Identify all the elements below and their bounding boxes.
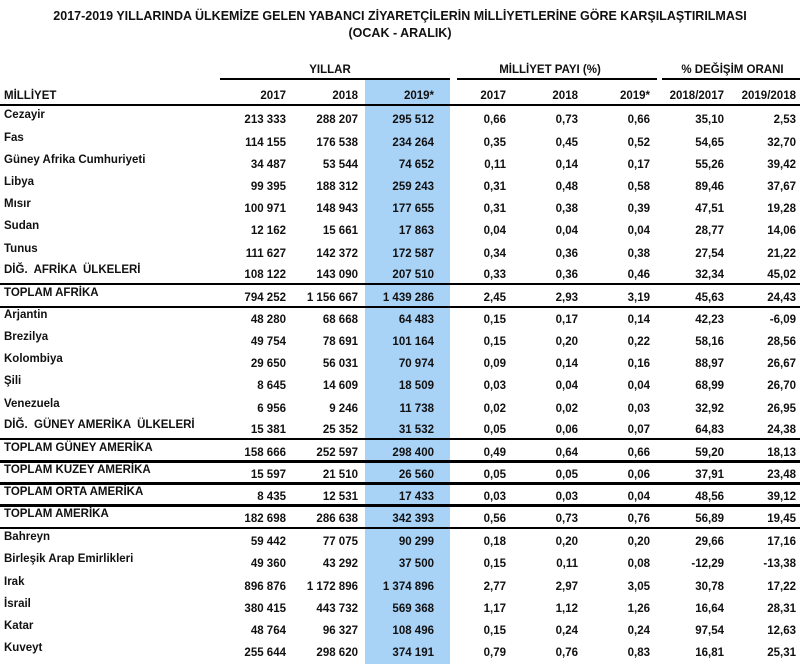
table-cell: 17,22 <box>767 581 796 593</box>
table-cell: 26,67 <box>767 358 796 370</box>
table-cell: 380 415 <box>244 603 286 615</box>
table-cell: 0,04 <box>555 380 578 392</box>
table-cell: 0,14 <box>555 358 578 370</box>
table-cell: 0,05 <box>483 424 506 436</box>
table-cell: 0,33 <box>483 269 506 281</box>
table-cell: 24,43 <box>767 292 796 304</box>
table-cell: 17 863 <box>398 225 434 237</box>
table-cell: 0,05 <box>483 469 506 481</box>
table-cell: 29 650 <box>250 358 286 370</box>
table-cell: 28,56 <box>767 336 796 348</box>
table-cell: 0,15 <box>483 558 506 570</box>
table-cell: 188 312 <box>316 181 358 193</box>
header-underline-change <box>662 78 800 80</box>
table-cell: 255 644 <box>244 647 286 659</box>
header-col-label: MİLLİYET <box>4 90 57 102</box>
table-cell: 0,66 <box>627 114 650 126</box>
table-cell: 3,19 <box>627 292 650 304</box>
table-cell: 172 587 <box>392 248 434 260</box>
table-cell: 0,07 <box>627 424 650 436</box>
table-cell: 28,77 <box>695 225 724 237</box>
row-label: Birleşik Arap Emirlikleri <box>4 553 134 565</box>
table-cell: 27,54 <box>695 248 724 260</box>
table-cell: 45,02 <box>767 269 796 281</box>
table-cell: 0,35 <box>483 137 506 149</box>
table-cell: 0,04 <box>483 225 506 237</box>
table-cell: 1,17 <box>483 603 506 615</box>
row-label: Fas <box>4 132 24 144</box>
table-cell: 0,06 <box>627 469 650 481</box>
table-cell: 0,03 <box>483 380 506 392</box>
row-label: TOPLAM GÜNEY AMERİKA <box>4 442 153 454</box>
table-cell: 100 971 <box>244 203 286 215</box>
table-cell: 0,17 <box>627 159 650 171</box>
table-cell: 56 031 <box>322 358 358 370</box>
table-cell: 45,63 <box>695 292 724 304</box>
table-cell: 569 368 <box>392 603 434 615</box>
table-cell: 0,58 <box>627 181 650 193</box>
table-cell: 56,89 <box>695 513 724 525</box>
table-cell: 35,10 <box>695 114 724 126</box>
table-cell: 1,12 <box>555 603 578 615</box>
table-cell: 25 352 <box>322 424 358 436</box>
header-group-change: % DEĞİŞİM ORANI <box>681 64 784 76</box>
row-label: Kolombiya <box>4 353 63 365</box>
table-cell: 19,45 <box>767 513 796 525</box>
table-cell: -6,09 <box>769 314 796 326</box>
table-cell: 28,31 <box>767 603 796 615</box>
table-cell: 0,73 <box>555 513 578 525</box>
table-cell: 0,18 <box>483 536 506 548</box>
table-cell: 14,06 <box>767 225 796 237</box>
total-rule-top <box>0 504 800 506</box>
table-cell: 2,77 <box>483 581 506 593</box>
table-cell: 0,49 <box>483 447 506 459</box>
table-cell: 0,64 <box>555 447 578 459</box>
table-cell: 49 754 <box>250 336 286 348</box>
table-cell: 0,34 <box>483 248 506 260</box>
row-label: Cezayir <box>4 109 45 121</box>
table-cell: 97,54 <box>695 625 724 637</box>
row-label: Brezilya <box>4 331 49 343</box>
table-cell: 374 191 <box>392 647 434 659</box>
table-cell: 32,34 <box>695 269 724 281</box>
table-cell: 234 264 <box>392 137 434 149</box>
table-cell: 78 691 <box>322 336 358 348</box>
column-header: 2018 <box>332 90 358 102</box>
row-label: Şili <box>4 375 22 387</box>
table-cell: 111 627 <box>245 248 286 260</box>
table-cell: 88,97 <box>695 358 724 370</box>
row-label: DİĞ. AFRİKA ÜLKELERİ <box>4 264 141 276</box>
table-cell: 14 609 <box>322 380 358 392</box>
column-header: 2018 <box>552 90 578 102</box>
row-label: Venezuela <box>4 398 60 410</box>
table-cell: 0,04 <box>627 225 650 237</box>
table-cell: 0,15 <box>483 336 506 348</box>
table-cell: 0,11 <box>484 159 506 171</box>
table-cell: 59,20 <box>695 447 724 459</box>
table-cell: 288 207 <box>316 114 358 126</box>
table-cell: 0,05 <box>555 469 578 481</box>
table-cell: 19,28 <box>767 203 796 215</box>
table-subtitle: (OCAK - ARALIK) <box>348 26 452 40</box>
table-cell: 0,16 <box>627 358 650 370</box>
table-cell: 0,22 <box>627 336 650 348</box>
table-cell: 0,79 <box>483 647 506 659</box>
table-cell: 15 597 <box>250 469 286 481</box>
table-cell: 0,66 <box>627 447 650 459</box>
table-cell: 68 668 <box>322 314 358 326</box>
table-cell: 0,76 <box>627 513 650 525</box>
table-cell: 58,16 <box>695 336 724 348</box>
table-cell: 794 252 <box>244 292 286 304</box>
table-cell: 158 666 <box>244 447 286 459</box>
row-label: TOPLAM AMERİKA <box>4 508 109 520</box>
row-label: Sudan <box>4 220 40 232</box>
table-cell: 21,22 <box>767 248 796 260</box>
table-cell: 143 090 <box>316 269 358 281</box>
table-cell: 0,20 <box>555 336 578 348</box>
table-cell: 59 442 <box>250 536 286 548</box>
table-cell: 207 510 <box>392 269 434 281</box>
row-label: Tunus <box>4 243 38 255</box>
table-cell: 0,04 <box>627 491 650 503</box>
table-cell: 0,06 <box>555 424 578 436</box>
table-cell: 0,66 <box>483 114 506 126</box>
table-cell: 0,14 <box>627 314 650 326</box>
table-cell: -12,29 <box>691 558 724 570</box>
column-header: 2018/2017 <box>669 90 724 102</box>
table-cell: 99 395 <box>250 181 286 193</box>
header-underline-years <box>220 78 450 80</box>
table-cell: 0,56 <box>483 513 506 525</box>
table-cell: 1,26 <box>627 603 650 615</box>
table-cell: 0,17 <box>555 314 578 326</box>
row-label: Libya <box>4 176 35 188</box>
table-cell: 0,39 <box>627 203 650 215</box>
table-cell: 298 400 <box>392 447 434 459</box>
row-label: DİĞ. GÜNEY AMERİKA ÜLKELERİ <box>4 419 195 431</box>
header-underline-share <box>457 78 657 80</box>
table-cell: 30,78 <box>695 581 724 593</box>
column-header: 2019* <box>619 90 650 102</box>
table-cell: 148 943 <box>316 203 358 215</box>
table-cell: 101 164 <box>392 336 434 348</box>
table-cell: 15 661 <box>322 225 358 237</box>
table-cell: 15 381 <box>250 424 286 436</box>
table-cell: 54,65 <box>695 137 724 149</box>
column-header: 2017 <box>480 90 506 102</box>
table-cell: 108 122 <box>244 269 286 281</box>
header-group-years: YILLAR <box>309 64 351 76</box>
header-bottom-rule <box>0 104 800 106</box>
column-header: 2017 <box>260 90 286 102</box>
table-cell: 55,26 <box>695 159 724 171</box>
table-cell: 32,92 <box>695 403 724 415</box>
table-cell: 23,48 <box>767 469 796 481</box>
table-title: 2017-2019 YILLARINDA ÜLKEMİZE GELEN YABANCI ZİYARETÇİLERİN MİLLİYETLERİNE GÖRE KARŞILAŞTIRILMASI <box>53 9 747 23</box>
table-cell: 0,03 <box>483 491 506 503</box>
table-cell: 259 243 <box>392 181 434 193</box>
table-cell: 0,31 <box>483 181 506 193</box>
table-cell: 0,09 <box>483 358 506 370</box>
table-cell: 0,02 <box>555 403 578 415</box>
table-cell: 39,42 <box>767 159 796 171</box>
table-cell: 77 075 <box>322 536 358 548</box>
row-label: Mısır <box>4 198 31 210</box>
table-cell: 8 435 <box>257 491 286 503</box>
table-cell: 74 652 <box>398 159 434 171</box>
column-header: 2019/2018 <box>741 90 796 102</box>
table-cell: 295 512 <box>392 114 434 126</box>
table-cell: 0,15 <box>483 625 506 637</box>
row-label: İsrail <box>4 598 31 610</box>
table-cell: 286 638 <box>316 513 358 525</box>
table-cell: 0,24 <box>555 625 578 637</box>
table-cell: 3,05 <box>627 581 650 593</box>
table-cell: 12 162 <box>250 225 286 237</box>
row-label: Irak <box>4 576 25 588</box>
table-cell: 0,38 <box>555 203 578 215</box>
table-cell: 2,93 <box>555 292 578 304</box>
total-rule-bottom <box>0 527 800 529</box>
table-cell: 42,23 <box>695 314 724 326</box>
row-label: Kuveyt <box>4 642 43 654</box>
row-label: TOPLAM KUZEY AMERİKA <box>4 464 151 476</box>
table-cell: 252 597 <box>316 447 358 459</box>
row-label: TOPLAM AFRİKA <box>4 287 99 299</box>
table-cell: 0,52 <box>627 137 650 149</box>
table-cell: 37,91 <box>695 469 724 481</box>
table-cell: 48,56 <box>695 491 724 503</box>
table-cell: 0,15 <box>483 314 506 326</box>
table-cell: 21 510 <box>322 469 358 481</box>
table-cell: 90 299 <box>398 536 434 548</box>
table-cell: 298 620 <box>316 647 358 659</box>
table-cell: 114 155 <box>245 137 286 149</box>
table-cell: 0,03 <box>627 403 650 415</box>
table-cell: 17 433 <box>398 491 434 503</box>
table-cell: 0,20 <box>555 536 578 548</box>
total-rule-top <box>0 460 800 462</box>
table-cell: 89,46 <box>695 181 724 193</box>
table-cell: 0,11 <box>556 558 578 570</box>
table-cell: 48 764 <box>250 625 286 637</box>
total-rule-top <box>0 438 800 440</box>
table-cell: 31 532 <box>398 424 434 436</box>
table-cell: 17,16 <box>767 536 796 548</box>
table-cell: 2,97 <box>555 581 578 593</box>
table-cell: 0,36 <box>555 269 578 281</box>
table-cell: 53 544 <box>322 159 358 171</box>
table-cell: 177 655 <box>392 203 434 215</box>
table-cell: 0,76 <box>555 647 578 659</box>
table-cell: 26,95 <box>767 403 796 415</box>
table-cell: 49 360 <box>250 558 286 570</box>
total-rule-top <box>0 283 800 285</box>
row-label: Bahreyn <box>4 531 51 543</box>
table-cell: 213 333 <box>244 114 286 126</box>
table-cell: 64,83 <box>695 424 724 436</box>
table-cell: 37 500 <box>398 558 434 570</box>
table-cell: 182 698 <box>244 513 286 525</box>
table-cell: 68,99 <box>695 380 724 392</box>
table-cell: 34 487 <box>250 159 286 171</box>
table-cell: 0,04 <box>627 380 650 392</box>
table-cell: 12 531 <box>322 491 358 503</box>
table-cell: 29,66 <box>695 536 724 548</box>
table-cell: 8 645 <box>257 380 286 392</box>
table-cell: 176 538 <box>316 137 358 149</box>
table-cell: 9 246 <box>329 403 358 415</box>
table-cell: 142 372 <box>316 248 358 260</box>
table-cell: 16,64 <box>695 603 724 615</box>
table-cell: 26,70 <box>767 380 796 392</box>
table-cell: 0,04 <box>555 225 578 237</box>
table-cell: 0,48 <box>555 181 578 193</box>
column-header: 2019* <box>403 90 434 102</box>
table-cell: 0,46 <box>627 269 650 281</box>
table-cell: 1 439 286 <box>382 292 434 304</box>
table-cell: 12,63 <box>767 625 796 637</box>
table-cell: 0,02 <box>483 403 506 415</box>
table-cell: -13,38 <box>763 558 796 570</box>
table-cell: 896 876 <box>244 581 286 593</box>
table-cell: 0,73 <box>555 114 578 126</box>
table-cell: 0,03 <box>555 491 578 503</box>
table-cell: 342 393 <box>392 513 434 525</box>
table-cell: 0,20 <box>627 536 650 548</box>
table-cell: 0,24 <box>627 625 650 637</box>
table-cell: 47,51 <box>695 203 724 215</box>
table-cell: 48 280 <box>250 314 286 326</box>
table-cell: 64 483 <box>398 314 434 326</box>
table-cell: 6 956 <box>257 403 286 415</box>
table-cell: 18 509 <box>398 380 434 392</box>
total-rule-top <box>0 482 800 484</box>
table-cell: 37,67 <box>767 181 796 193</box>
table-cell: 2,45 <box>483 292 506 304</box>
table-cell: 0,14 <box>555 159 578 171</box>
table-cell: 0,83 <box>627 647 650 659</box>
table-cell: 0,31 <box>483 203 506 215</box>
row-label: Arjantin <box>4 309 48 321</box>
table-cell: 1 156 667 <box>306 292 358 304</box>
table-cell: 18,13 <box>767 447 796 459</box>
row-label: Katar <box>4 620 34 632</box>
table-cell: 1 172 896 <box>306 581 358 593</box>
table-cell: 0,45 <box>555 137 578 149</box>
header-group-share: MİLLİYET PAYI (%) <box>499 64 601 76</box>
table-cell: 0,38 <box>627 248 650 260</box>
table-cell: 25,31 <box>767 647 796 659</box>
table-cell: 32,70 <box>767 137 796 149</box>
row-label: TOPLAM ORTA AMERİKA <box>4 486 144 498</box>
table-cell: 2,53 <box>773 114 796 126</box>
table-cell: 39,12 <box>767 491 796 503</box>
table-cell: 24,38 <box>767 424 796 436</box>
table-cell: 16,81 <box>695 647 724 659</box>
table-cell: 96 327 <box>322 625 358 637</box>
table-cell: 26 560 <box>398 469 434 481</box>
table-cell: 11 738 <box>399 403 434 415</box>
table-cell: 0,08 <box>627 558 650 570</box>
table-cell: 1 374 896 <box>382 581 434 593</box>
row-label: Güney Afrika Cumhuriyeti <box>4 154 146 166</box>
table-cell: 108 496 <box>392 625 434 637</box>
table-cell: 0,36 <box>555 248 578 260</box>
table-cell: 43 292 <box>322 558 358 570</box>
table-cell: 443 732 <box>316 603 358 615</box>
table-cell: 70 974 <box>398 358 434 370</box>
total-rule-bottom <box>0 306 800 308</box>
